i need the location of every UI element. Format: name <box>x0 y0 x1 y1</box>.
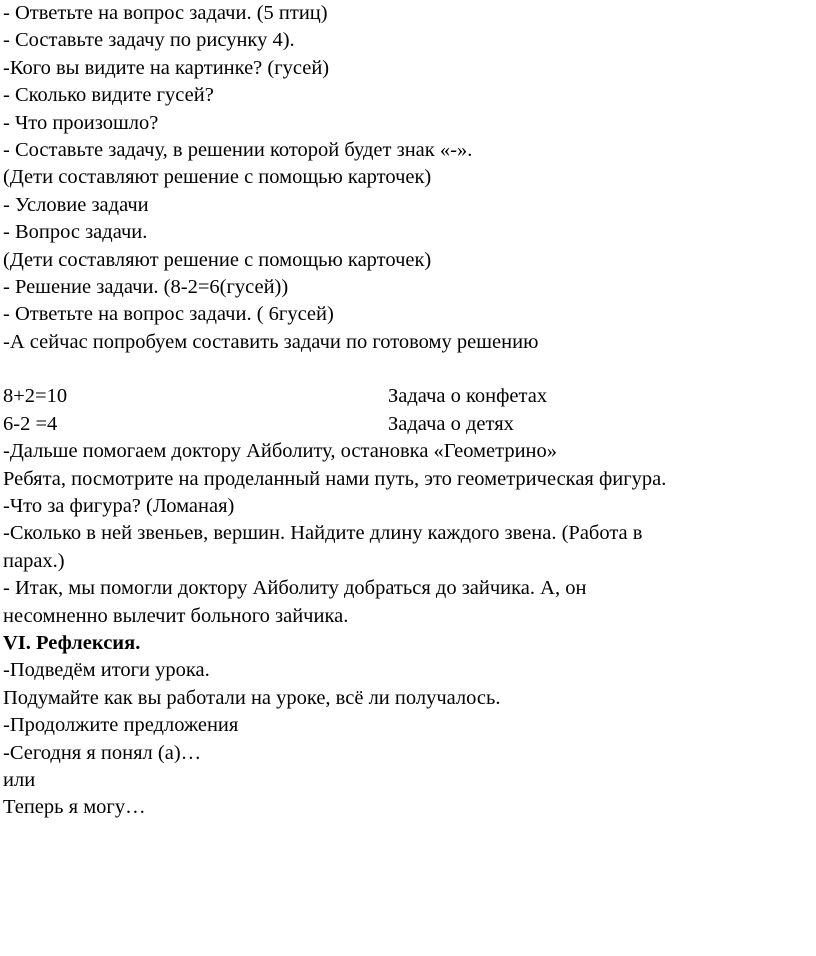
solution-task: Задача о детях <box>388 412 514 435</box>
text-line: -Подведём итоги урока. <box>3 659 210 682</box>
text-line: -Дальше помогаем доктору Айболиту, остановка «Геометрино» <box>3 440 558 463</box>
text-line: -Что за фигура? (Ломаная) <box>3 495 235 518</box>
text-line: - Составьте задачу, в решении которой будет знак «-». <box>3 138 473 161</box>
blank-line <box>3 356 813 383</box>
solutions-block <box>3 383 813 438</box>
text-line: - Вопрос задачи. <box>3 221 148 244</box>
text-line: -Продолжите предложения <box>3 714 239 737</box>
text-line: Подумайте как вы работали на уроке, всё ли получалось. <box>3 686 501 709</box>
intro-block <box>3 0 813 356</box>
text-line: парах.) <box>3 549 65 572</box>
middle-block <box>3 438 813 630</box>
text-line: - Ответьте на вопрос задачи. ( 6гусей) <box>3 303 334 326</box>
text-line: - Сколько видите гусей? <box>3 84 214 107</box>
solution-row <box>3 383 813 410</box>
text-line: - Что произошло? <box>3 111 159 134</box>
text-line: - Условие задачи <box>3 193 149 216</box>
text-line: -Сколько в ней звеньев, вершин. Найдите длину каждого звена. (Работа в <box>3 522 643 545</box>
text-line: - Решение задачи. (8-2=6(гусей)) <box>3 275 289 298</box>
text-line: - Ответьте на вопрос задачи. (5 птиц) <box>3 2 328 24</box>
solution-task: Задача о конфетах <box>388 385 548 408</box>
text-line: -Кого вы видите на картинке? (гусей) <box>3 56 330 79</box>
text-line: (Дети составляют решение с помощью карточек) <box>3 248 432 271</box>
text-line: (Дети составляют решение с помощью карточек) <box>3 166 432 189</box>
text-line: или <box>3 768 36 791</box>
text-line: Ребята, посмотрите на проделанный нами путь, это геометрическая фигура. <box>3 467 667 490</box>
solution-expression: 6-2 =4 <box>3 412 58 435</box>
document-page <box>3 0 813 822</box>
text-line: - Составьте задачу по рисунку 4). <box>3 29 295 52</box>
final-block <box>3 657 813 821</box>
text-line: несомненно вылечит больного зайчика. <box>3 604 349 627</box>
text-line: -А сейчас попробуем составить задачи по готовому решению <box>3 330 539 353</box>
solution-expression: 8+2=10 <box>3 385 68 408</box>
text-line: - Итак, мы помогли доктору Айболиту добраться до зайчика. А, он <box>3 577 587 600</box>
section-heading: VI. Рефлексия. <box>3 631 141 654</box>
text-line: Теперь я могу… <box>3 796 146 819</box>
solution-row <box>3 411 813 438</box>
text-line: -Сегодня я понял (а)… <box>3 741 202 764</box>
